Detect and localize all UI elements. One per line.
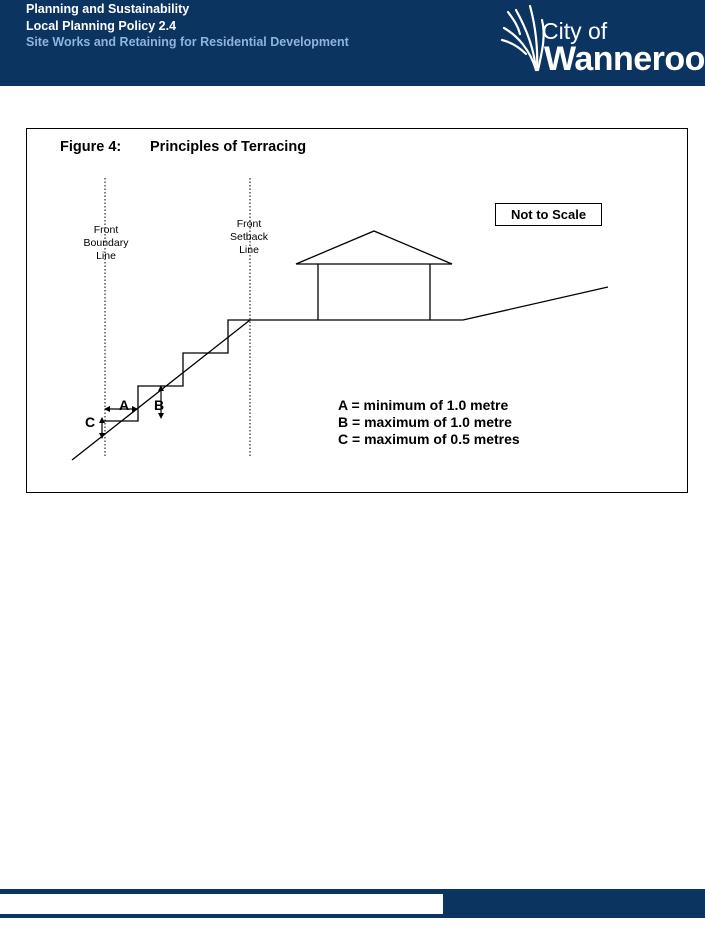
- dimension-b-arrowhead-bottom: [158, 413, 164, 419]
- front-boundary-label-line3: Line: [96, 250, 116, 262]
- front-setback-label-line2: Setback: [230, 231, 268, 243]
- front-setback-label-line3: Line: [239, 244, 259, 256]
- department-title: Planning and Sustainability: [26, 2, 190, 16]
- rule-c: C = maximum of 0.5 metres: [338, 431, 520, 447]
- front-boundary-label-line2: Boundary: [83, 237, 129, 249]
- rule-b: B = maximum of 1.0 metre: [338, 414, 512, 430]
- front-setback-label-line1: Front: [236, 218, 262, 230]
- rule-a: A = minimum of 1.0 metre: [338, 397, 509, 413]
- footer-strip: [0, 894, 443, 914]
- logo-name-text: Wanneroo: [544, 40, 705, 78]
- front-boundary-label-line1: Front: [93, 224, 119, 236]
- dimension-b-label: B: [154, 397, 165, 413]
- dimension-c-arrowhead-top: [99, 417, 105, 423]
- not-to-scale-box: Not to Scale: [495, 203, 602, 226]
- dimension-a-label: A: [119, 397, 130, 413]
- policy-number: Local Planning Policy 2.4: [26, 19, 177, 33]
- dimension-c-label: C: [85, 414, 96, 430]
- figure-label: Figure 4:: [60, 139, 122, 155]
- house-roof: [296, 231, 452, 264]
- logo-city-text: City of: [542, 18, 608, 44]
- figure-title: Principles of Terracing: [150, 139, 307, 155]
- policy-title: Site Works and Retaining for Residential Development: [26, 35, 349, 49]
